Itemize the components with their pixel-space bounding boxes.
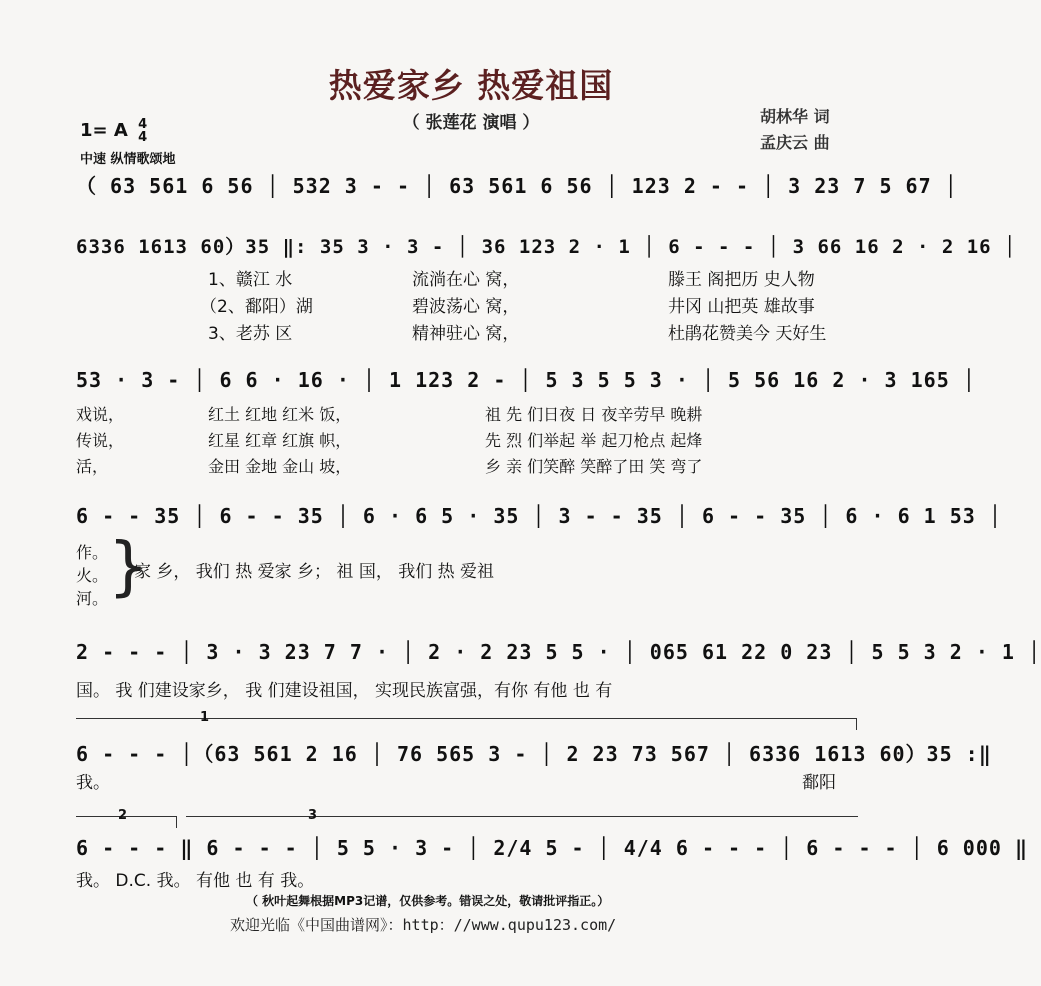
- row7-lyric: 我。 D.C. 我。 有他 也 有 我。: [76, 871, 315, 891]
- row3-lyric-3c: 乡 亲 们笑醉 笑醉了田 笑 弯了: [485, 457, 703, 476]
- volta-2-end-tick: [176, 816, 177, 828]
- notation-row-1: （ 63 561 6 56 │ 532 3 - - │ 63 561 6 56 │ 123 2 - - │ 3 23 7 5 67 │: [76, 174, 958, 198]
- row5-lyric: 国。 我 们建设家乡， 我 们建设祖国， 实现民族富强，有你 有他 也 有: [76, 681, 613, 701]
- row3-lyric-1b: 红土 红地 红米 饭，: [208, 405, 352, 424]
- row3-lyric-3a: 活，: [76, 457, 109, 476]
- row3-lyric-3b: 金田 金地 金山 坡，: [208, 457, 352, 476]
- lyricist-credit: 胡林华 词: [760, 107, 830, 126]
- row3-lyric-2b: 红星 红章 红旗 帜，: [208, 431, 352, 450]
- verse-2-part-c: 井冈 山把英 雄故事: [668, 297, 815, 317]
- notation-row-2: 6336 1613 60）35 ‖: 35 3 · 3 - │ 36 123 2 · 1 │ 6 - - - │ 3 66 16 2 · 2 16 │: [76, 236, 1017, 258]
- verse-2-part-b: 碧波荡心 窝，: [412, 297, 520, 317]
- site-footer: 欢迎光临《中国曲谱网》：http：//www.qupu123.com/: [230, 916, 617, 934]
- transcription-note: （ 秋叶起舞根据MP3记谱，仅供参考。错误之处，敬请批评指正。）: [246, 894, 610, 908]
- verse-brace: }: [108, 530, 149, 604]
- row3-lyric-2a: 传说，: [76, 431, 125, 450]
- verse-2-part-a: （2、鄱阳）湖: [200, 297, 313, 317]
- row3-lyric-1a: 戏说，: [76, 405, 125, 424]
- row3-lyric-2c: 先 烈 们举起 举 起刀枪点 起烽: [485, 431, 703, 450]
- volta-1-label: 1: [200, 710, 210, 725]
- row6-lyric-b: 鄱阳: [802, 773, 836, 793]
- notation-row-7: 6 - - - ‖ 6 - - - │ 5 5 · 3 - │ 2/4 5 - │ 4/4 6 - - - │ 6 - - - │ 6 000 ‖: [76, 836, 1028, 860]
- row4-lyric: 家 乡， 我们 热 爱家 乡； 祖 国， 我们 热 爱祖: [134, 562, 495, 582]
- volta-1-end-tick: [856, 718, 857, 730]
- notation-row-4: 6 - - 35 │ 6 - - 35 │ 6 · 6 5 · 35 │ 3 - - 35 │ 6 - - 35 │ 6 · 6 1 53 │: [76, 504, 1002, 528]
- time-signature: 4 4: [138, 117, 148, 145]
- verse-3-part-a: 3、老苏 区: [208, 324, 293, 344]
- row6-lyric-a: 我。: [76, 773, 110, 793]
- tempo-marking: 中速 纵情歌颂地: [80, 152, 176, 167]
- singer-credit: （ 张莲花 演唱 ）: [402, 113, 540, 133]
- composer-credit: 孟庆云 曲: [760, 133, 830, 152]
- verse-1-part-b: 流淌在心 窝，: [412, 270, 520, 290]
- row4-end-3: 河。: [76, 589, 109, 608]
- volta-2-label: 2: [118, 808, 128, 823]
- verse-3-part-b: 精神驻心 窝，: [412, 324, 520, 344]
- row4-end-2: 火。: [76, 566, 109, 585]
- row4-end-1: 作。: [76, 543, 109, 562]
- notation-row-6: 6 - - - │（63 561 2 16 │ 76 565 3 - │ 2 23 73 567 │ 6336 1613 60）35 :‖: [76, 742, 992, 766]
- notation-row-5: 2 - - - │ 3 · 3 23 7 7 · │ 2 · 2 23 5 5 · │ 065 61 22 0 23 │ 5 5 3 2 · 1 │: [76, 640, 1041, 664]
- volta-3-label: 3: [308, 808, 318, 823]
- volta-3-line: [186, 816, 858, 817]
- row3-lyric-1c: 祖 先 们日夜 日 夜辛劳早 晚耕: [485, 405, 703, 424]
- key-signature: 1= A 4 4: [80, 117, 148, 145]
- verse-1-part-a: 1、赣江 水: [208, 270, 293, 290]
- song-title: 热爱家乡 热爱祖国: [328, 66, 614, 105]
- volta-1-line: [76, 718, 856, 719]
- verse-3-part-c: 杜鹃花赞美今 天好生: [668, 324, 827, 344]
- verse-1-part-c: 滕王 阁把历 史人物: [668, 270, 815, 290]
- notation-row-3: 53 · 3 - │ 6 6 · 16 · │ 1 123 2 - │ 5 3 5 5 3 · │ 5 56 16 2 · 3 165 │: [76, 368, 976, 392]
